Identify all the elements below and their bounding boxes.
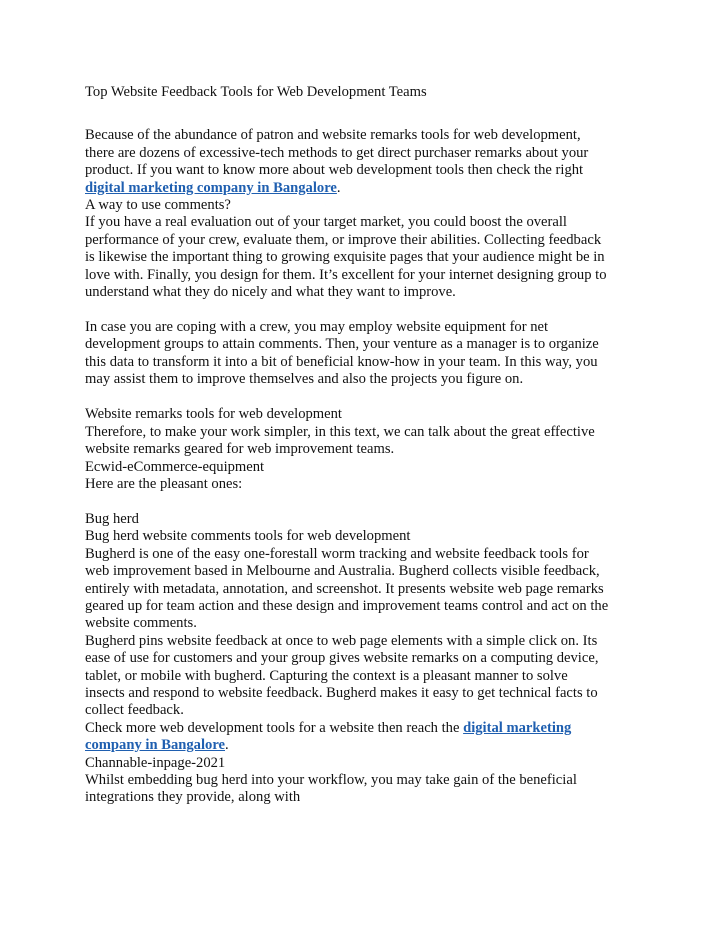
spacer [85,101,645,127]
paragraph-line: Bugherd is one of the easy one-forestall worm tracking and website feedback tools for [85,545,589,562]
paragraph-line: is likewise the important thing to growing exquisite pages that your audience might be in [85,249,605,266]
paragraph-line: geared up for team action and these design and improvement teams control and act on the [85,597,609,614]
spacer [85,301,645,319]
paragraph-line: development groups to attain comments. Then, your venture as a manager is to organize [85,336,599,353]
paragraph-line: entirely with metadata, annotation, and screenshot. It presents website web page remarks [85,580,604,597]
paragraph-line [85,180,645,197]
paragraph-line: may assist them to improve themselves and also the projects you figure on. [85,371,524,388]
paragraph-line: Bugherd pins website feedback at once to web page elements with a simple click on. Its [85,632,598,649]
spacer [85,389,645,407]
digital-marketing-company-link[interactable]: digital marketing company in Bangalore [85,179,337,196]
paragraph-line: website remarks geared for web improvement teams. [85,441,395,458]
paragraph-line: Therefore, to make your work simpler, in this text, we can talk about the great effective [85,423,595,440]
paragraph-line: tablet, or mobile with bugherd. Capturing the context is a pleasant manner to solve [85,667,568,684]
punctuation: . [225,737,229,754]
paragraph-line: Here are the pleasant ones: [85,475,243,492]
paragraph-line: product. If you want to know more about web development tools then check the right [85,162,584,179]
section-heading: Bug herd [85,510,139,527]
paragraph-line: performance of your crew, evaluate them, or improve their abilities. Collecting feedback [85,231,602,248]
paragraph-line: integrations they provide, along with [85,789,301,806]
section-subheading: Bug herd website comments tools for web development [85,528,411,545]
paragraph-line [85,737,645,754]
paragraph-line: Channable-inpage-2021 [85,754,226,771]
section-heading: Website remarks tools for web development [85,406,342,423]
paragraph-text: Check more web development tools for a website then reach the [85,719,464,736]
paragraph-line: collect feedback. [85,702,184,719]
paragraph-line: this data to transform it into a bit of beneficial know-how in your team. In this way, you [85,353,598,370]
digital-marketing-link-part2[interactable]: company in Bangalore [85,737,226,754]
paragraph-line: ease of use for customers and your group gives website remarks on a computing device, [85,650,599,667]
section-heading: A way to use comments? [85,197,231,214]
digital-marketing-link-part1[interactable]: digital marketing [463,719,572,736]
paragraph-line: love with. Finally, you design for them. It’s excellent for your internet designing group to [85,266,607,283]
paragraph-line: website comments. [85,615,197,632]
paragraph-line: Ecwid-eCommerce-equipment [85,458,265,475]
paragraph-line: insects and respond to website feedback. Bugherd makes it easy to get technical facts to [85,684,598,701]
document-title: Top Website Feedback Tools for Web Development Teams [85,84,427,100]
paragraph-line: Because of the abundance of patron and website remarks tools for web development, [85,127,581,144]
punctuation: . [336,179,341,196]
paragraph-line: If you have a real evaluation out of your target market, you could boost the overall [85,214,567,231]
paragraph-line: understand what they do nicely and what they want to improve. [85,284,456,301]
paragraph-line: web improvement based in Melbourne and Australia. Bugherd collects visible feedback, [85,563,600,580]
document-page [85,84,645,807]
paragraph-line: Whilst embedding bug herd into your workflow, you may take gain of the beneficial [85,772,577,788]
spacer [85,493,645,511]
paragraph-line: there are dozens of excessive-tech methods to get direct purchaser remarks about your [85,144,589,161]
paragraph-line [85,720,645,737]
paragraph-line: In case you are coping with a crew, you may employ website equipment for net [85,319,549,336]
